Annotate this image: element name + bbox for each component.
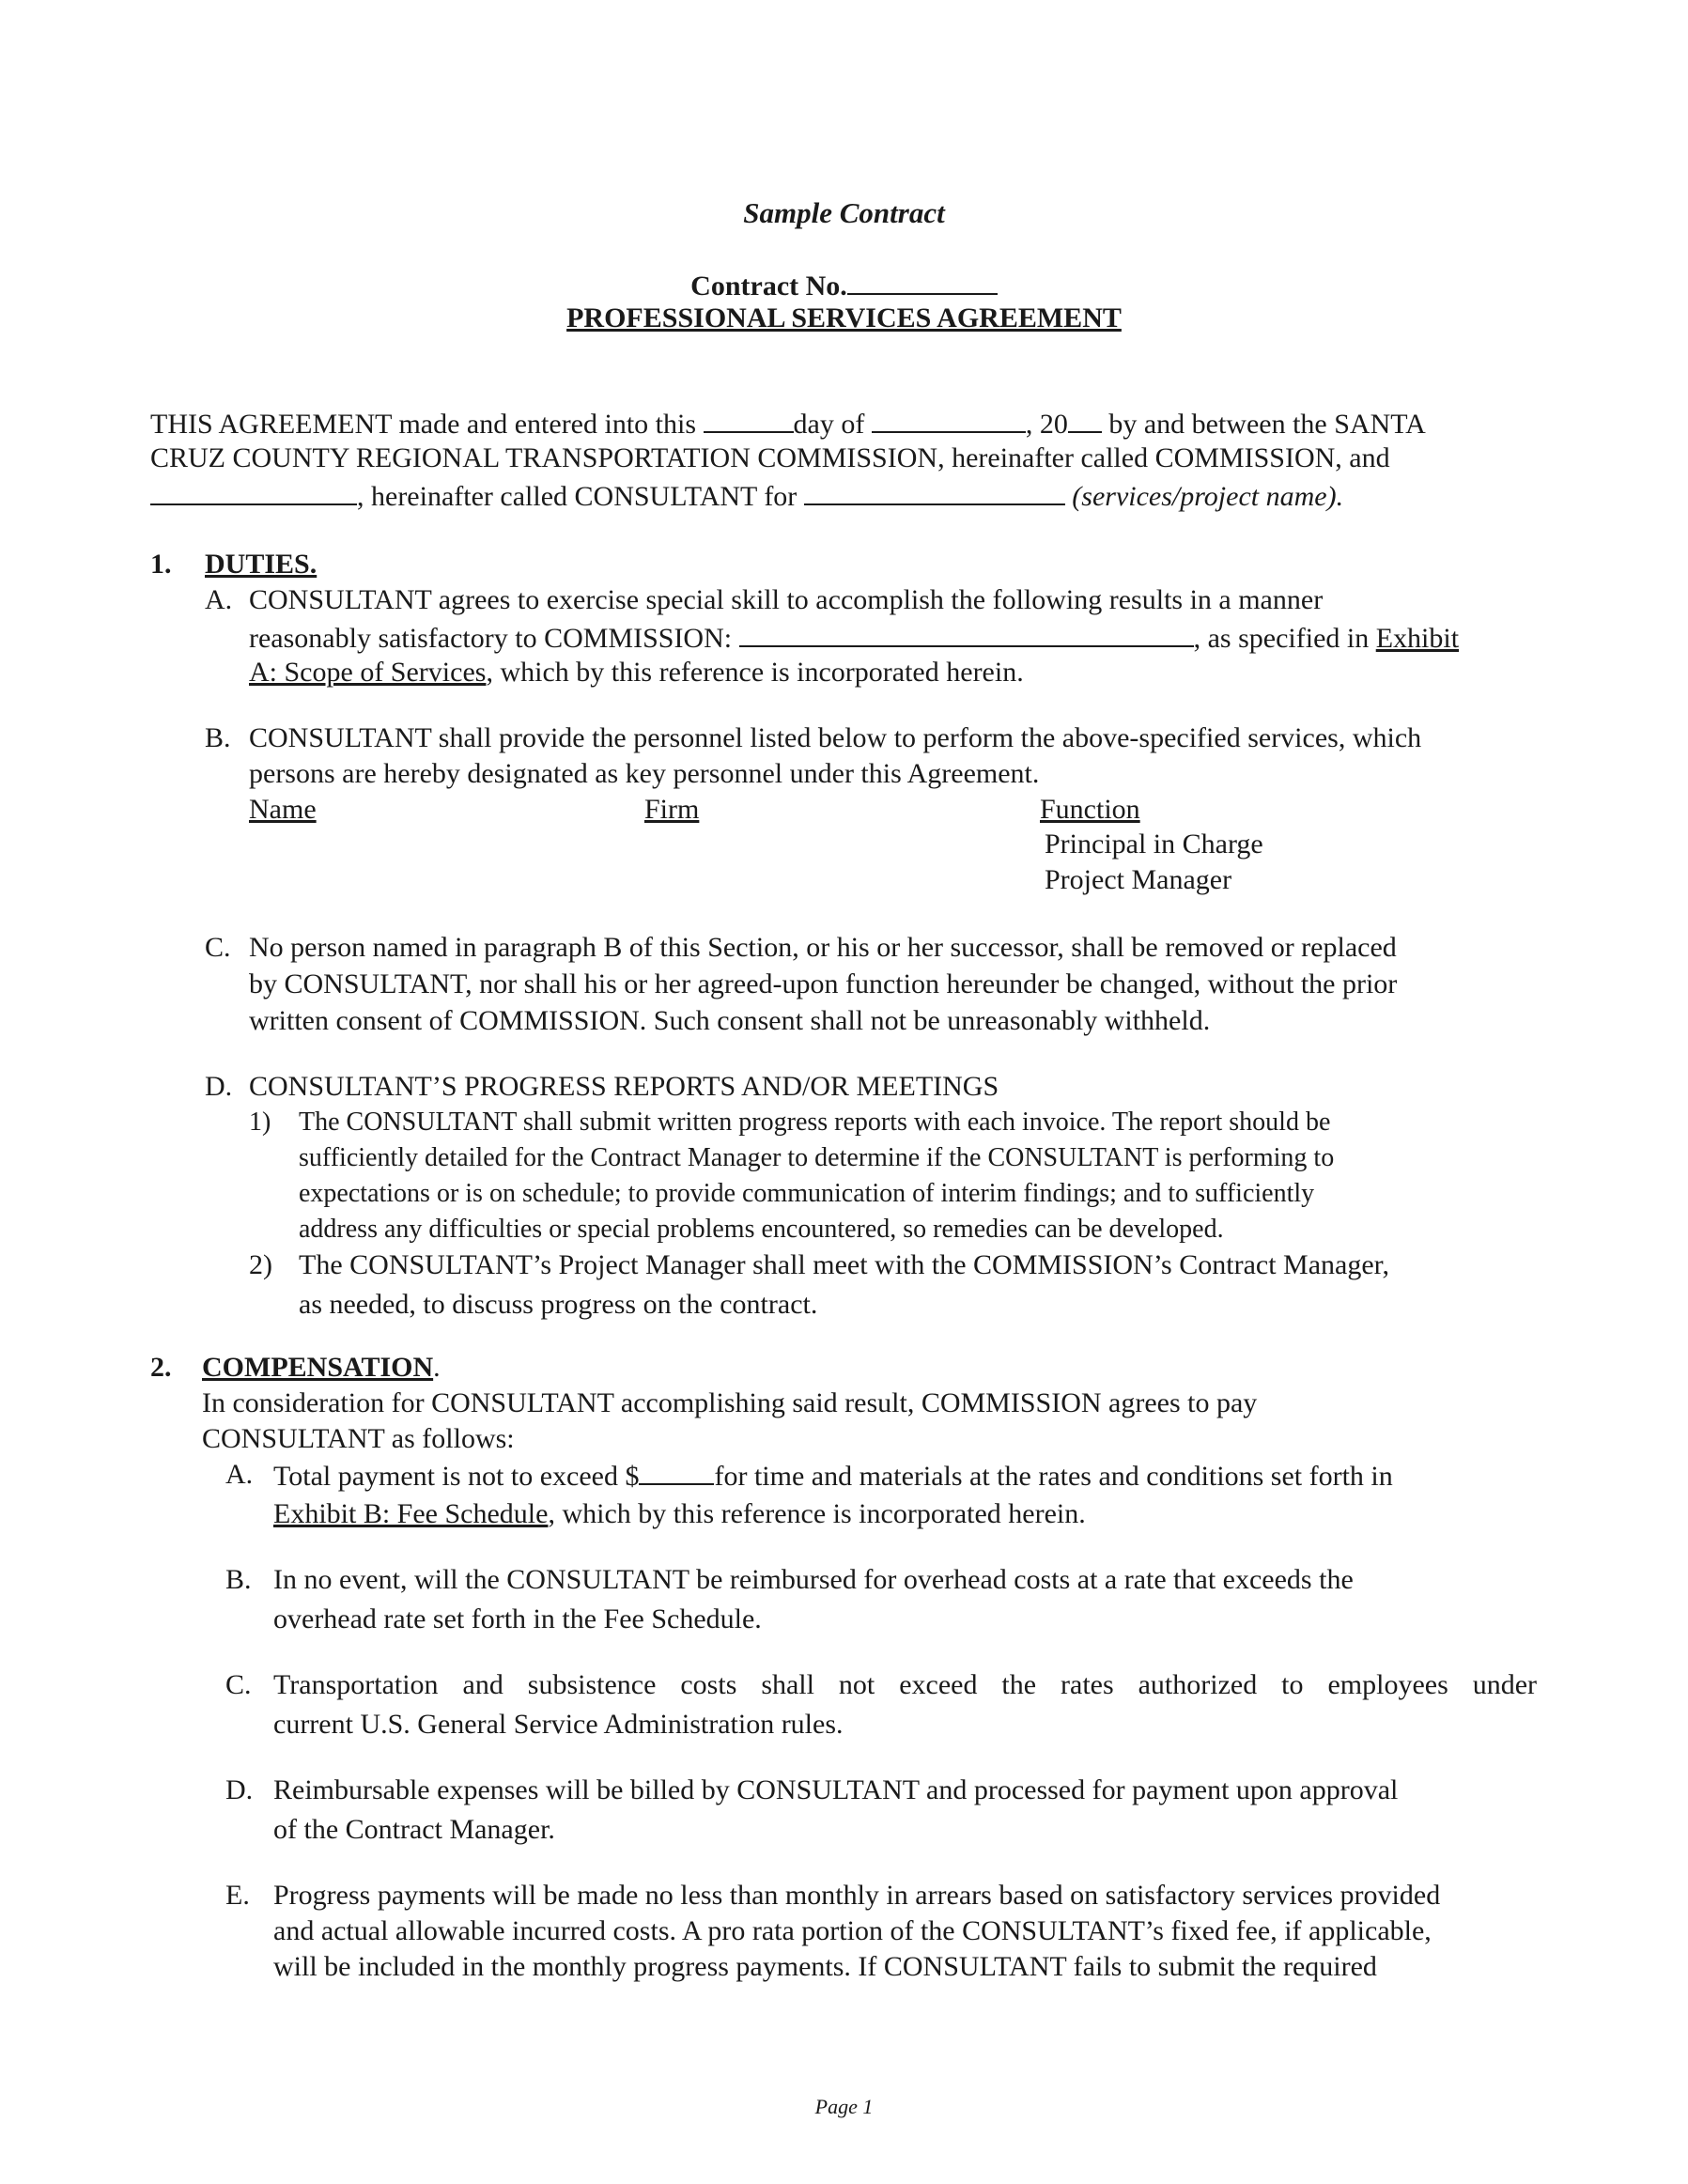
item-1c-letter: C. xyxy=(205,932,231,963)
services-note: (services/project name). xyxy=(1072,481,1344,512)
contract-number-blank xyxy=(847,267,998,295)
item-1a-text: , which by this reference is incorporated herein. xyxy=(486,657,1024,688)
consultant-name-blank xyxy=(150,477,357,505)
item-1c-line-3: written consent of COMMISSION. Such consent shall not be unreasonably withheld. xyxy=(249,1005,1211,1036)
intro-text: , hereinafter called CONSULTANT for xyxy=(357,481,798,512)
section-2-intro-line-1: In consideration for CONSULTANT accomplishing said result, COMMISSION agrees to pay xyxy=(202,1387,1258,1418)
item-1d1-line-1: The CONSULTANT shall submit written progress reports with each invoice. The report should be xyxy=(299,1107,1331,1137)
item-2c-line-1: Transportation and subsistence costs shall not exceed the rates authorized to employees under xyxy=(273,1669,1537,1700)
intro-text: THIS AGREEMENT made and entered into this xyxy=(150,409,697,440)
day-blank xyxy=(704,405,794,433)
function-row: Project Manager xyxy=(1045,864,1232,895)
item-2a-line-2 xyxy=(273,1496,1086,1532)
page-number: Page 1 xyxy=(814,2095,874,2118)
item-1d2-line-1: The CONSULTANT’s Project Manager shall meet with the COMMISSION’s Contract Manager, xyxy=(299,1249,1389,1280)
item-2d-line-2: of the Contract Manager. xyxy=(273,1814,555,1845)
item-2e-line-3: will be included in the monthly progress payments. If CONSULTANT fails to submit the required xyxy=(273,1951,1377,1982)
item-1d-heading: CONSULTANT’S PROGRESS REPORTS AND/OR MEETINGS xyxy=(249,1071,999,1102)
item-1a-text: reasonably satisfactory to COMMISSION: xyxy=(249,623,733,654)
section-2-number: 2. xyxy=(150,1352,172,1383)
item-2e-line-2: and actual allowable incurred costs. A pro rata portion of the CONSULTANT’s fixed fee, if applicable, xyxy=(273,1915,1432,1946)
results-blank xyxy=(739,619,1194,647)
item-1b-letter: B. xyxy=(205,722,231,753)
intro-text: , 20 xyxy=(1025,409,1068,440)
item-1d1-line-4: address any difficulties or special problems encountered, so remedies can be developed. xyxy=(299,1215,1224,1244)
amount-blank xyxy=(639,1457,714,1485)
item-2a-line-1 xyxy=(273,1457,1393,1495)
personnel-col-function: Function xyxy=(1040,794,1140,825)
personnel-col-name: Name xyxy=(249,794,317,825)
section-1-heading: DUTIES. xyxy=(205,549,317,580)
year-blank xyxy=(1068,405,1102,433)
item-2b-line-1: In no event, will the CONSULTANT be reimbursed for overhead costs at a rate that exceeds the xyxy=(273,1564,1354,1595)
section-2-heading: COMPENSATION xyxy=(202,1352,434,1383)
item-2c-line-2: current U.S. General Service Administration rules. xyxy=(273,1709,844,1740)
item-1a-line-3 xyxy=(249,655,1024,690)
document-label: Sample Contract xyxy=(743,196,945,229)
item-1d1-line-3: expectations or is on schedule; to provide communication of interim findings; and to sufficiently xyxy=(299,1179,1315,1208)
item-1c-line-2: by CONSULTANT, nor shall his or her agreed-upon function hereunder be changed, without the prior xyxy=(249,968,1398,999)
exhibit-a-ref: A: Scope of Services xyxy=(249,657,487,688)
intro-text: by and between the SANTA xyxy=(1108,409,1426,440)
exhibit-a-ref: Exhibit xyxy=(1375,623,1460,654)
function-row: Principal in Charge xyxy=(1045,829,1263,860)
item-1b-line-1: CONSULTANT shall provide the personnel listed below to perform the above-specified services, which xyxy=(249,722,1422,753)
item-1a-line-2 xyxy=(249,619,1459,657)
services-blank xyxy=(804,477,1065,505)
section-1-number: 1. xyxy=(150,549,172,580)
intro-line-1 xyxy=(150,405,1537,442)
item-1d1-number: 1) xyxy=(249,1107,271,1137)
contract-number-label: Contract No. xyxy=(690,271,847,302)
item-2a-text: Total payment is not to exceed $ xyxy=(273,1461,640,1492)
item-2d-letter: D. xyxy=(225,1774,254,1805)
item-1d-letter: D. xyxy=(205,1071,233,1102)
item-2d-line-1: Reimbursable expenses will be billed by CONSULTANT and processed for payment upon approval xyxy=(273,1774,1399,1805)
intro-line-2: CRUZ COUNTY REGIONAL TRANSPORTATION COMMISSION, hereinafter called COMMISSION, and xyxy=(150,442,1390,473)
item-2a-letter: A. xyxy=(225,1459,254,1490)
item-1a-text: , as specified in xyxy=(1193,623,1370,654)
item-2a-text: , which by this reference is incorporated herein. xyxy=(548,1498,1086,1529)
intro-line-3 xyxy=(150,477,1343,515)
agreement-title: PROFESSIONAL SERVICES AGREEMENT xyxy=(566,302,1122,333)
item-1d2-number: 2) xyxy=(249,1249,272,1280)
item-1a-letter: A. xyxy=(205,584,233,615)
item-1d2-line-2: as needed, to discuss progress on the contract. xyxy=(299,1289,818,1320)
item-2e-letter: E. xyxy=(225,1880,250,1911)
month-blank xyxy=(872,405,1026,433)
item-1d1-line-2: sufficiently detailed for the Contract Manager to determine if the CONSULTANT is performing to xyxy=(299,1143,1335,1172)
item-1c-line-1: No person named in paragraph B of this Section, or his or her successor, shall be removed or replaced xyxy=(249,932,1397,963)
item-2c-letter: C. xyxy=(225,1669,252,1700)
item-2b-line-2: overhead rate set forth in the Fee Schedule. xyxy=(273,1603,762,1634)
section-2-intro-line-2: CONSULTANT as follows: xyxy=(202,1423,515,1454)
item-2e-line-1: Progress payments will be made no less than monthly in arrears based on satisfactory services provided xyxy=(273,1880,1441,1911)
personnel-col-firm: Firm xyxy=(644,794,700,825)
item-1b-line-2: persons are hereby designated as key personnel under this Agreement. xyxy=(249,758,1040,789)
item-2a-text: for time and materials at the rates and conditions set forth in xyxy=(714,1461,1393,1492)
section-2-heading-period: . xyxy=(433,1352,441,1383)
item-1a-line-1: CONSULTANT agrees to exercise special skill to accomplish the following results in a manner xyxy=(249,584,1324,615)
contract-number-line xyxy=(0,267,1688,304)
exhibit-b-ref: Exhibit B: Fee Schedule xyxy=(273,1498,549,1529)
section-2-heading-line xyxy=(202,1350,441,1386)
item-2b-letter: B. xyxy=(225,1564,252,1595)
intro-text: day of xyxy=(793,409,865,440)
